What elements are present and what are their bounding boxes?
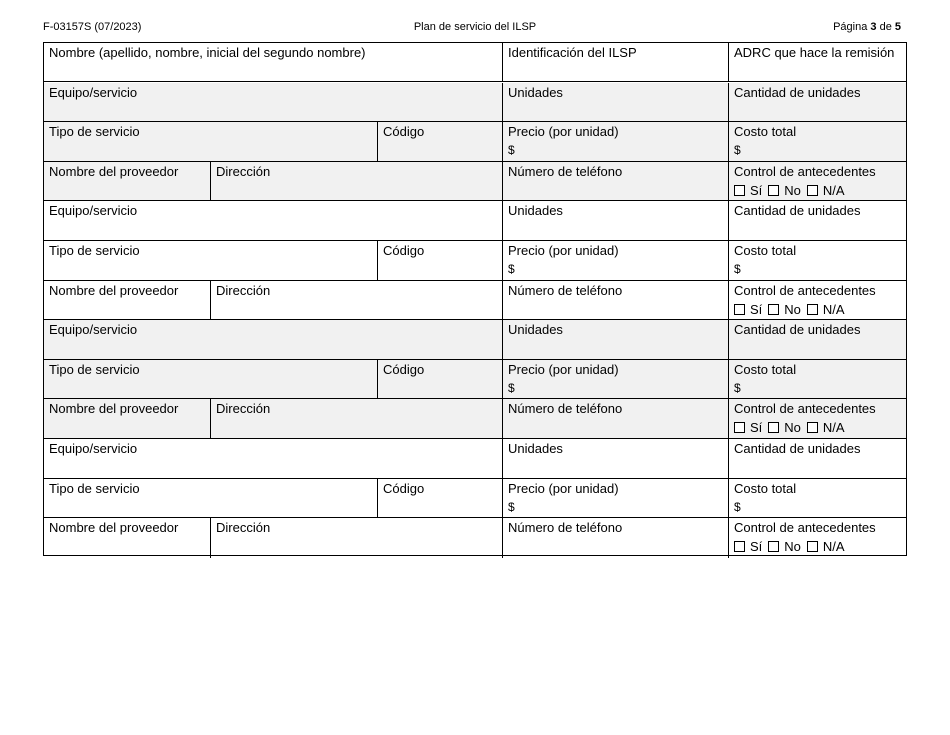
code-field[interactable] xyxy=(378,360,503,399)
referring-adrc-field[interactable] xyxy=(729,43,906,82)
units-field[interactable] xyxy=(503,83,729,122)
units-field[interactable] xyxy=(503,201,729,241)
total-cost-field[interactable] xyxy=(729,479,906,518)
total-cost-currency: $ xyxy=(734,500,741,514)
units-label: Unidades xyxy=(508,203,563,218)
unit-quantity-label: Cantidad de unidades xyxy=(734,203,861,218)
total-cost-field[interactable] xyxy=(729,122,906,162)
unit-price-label: Precio (por unidad) xyxy=(508,124,619,139)
unit-price-field[interactable] xyxy=(503,479,729,518)
code-label: Código xyxy=(383,481,425,496)
background-check-field xyxy=(729,399,906,439)
phone-label: Número de teléfono xyxy=(508,283,623,298)
background-check-no-checkbox[interactable] xyxy=(768,185,779,196)
unit-price-currency: $ xyxy=(508,500,515,514)
provider-name-field[interactable] xyxy=(44,399,211,439)
page-indicator xyxy=(833,21,901,33)
phone-label: Número de teléfono xyxy=(508,401,623,416)
provider-name-label: Nombre del proveedor xyxy=(49,283,179,298)
phone-field[interactable] xyxy=(503,399,729,439)
address-field[interactable] xyxy=(211,518,503,558)
equipment-service-field[interactable] xyxy=(44,439,503,479)
units-field[interactable] xyxy=(503,320,729,360)
service-plan-table xyxy=(43,42,907,556)
background-check-field xyxy=(729,162,906,201)
ilsp-id-field[interactable] xyxy=(503,43,729,82)
background-check-options xyxy=(734,420,901,435)
page-current: 3 xyxy=(870,21,877,33)
unit-quantity-field[interactable] xyxy=(729,439,906,479)
total-cost-field[interactable] xyxy=(729,360,906,399)
background-check-label: Control de antecedentes xyxy=(734,164,876,179)
page-total: 5 xyxy=(894,21,901,33)
phone-field[interactable] xyxy=(503,281,729,320)
phone-field[interactable] xyxy=(503,518,729,558)
equipment-service-label: Equipo/servicio xyxy=(49,85,138,100)
page-prefix: Página xyxy=(833,21,871,33)
total-cost-label: Costo total xyxy=(734,481,797,496)
page-of: de xyxy=(876,21,895,33)
address-field[interactable] xyxy=(211,399,503,439)
phone-label: Número de teléfono xyxy=(508,164,623,179)
unit-price-field[interactable] xyxy=(503,122,729,162)
background-check-no-label: No xyxy=(784,302,801,317)
equipment-service-label: Equipo/servicio xyxy=(49,203,138,218)
unit-price-label: Precio (por unidad) xyxy=(508,243,619,258)
units-label: Unidades xyxy=(508,441,563,456)
unit-price-field[interactable] xyxy=(503,241,729,281)
total-cost-currency: $ xyxy=(734,143,741,157)
total-cost-label: Costo total xyxy=(734,243,797,258)
provider-name-label: Nombre del proveedor xyxy=(49,401,179,416)
unit-price-field[interactable] xyxy=(503,360,729,399)
code-field[interactable] xyxy=(378,122,503,162)
unit-quantity-field[interactable] xyxy=(729,201,906,241)
unit-quantity-label: Cantidad de unidades xyxy=(734,85,861,100)
background-check-options xyxy=(734,183,901,198)
form-title: Plan de servicio del ILSP xyxy=(413,21,537,33)
service-type-label: Tipo de servicio xyxy=(49,243,140,258)
service-type-label: Tipo de servicio xyxy=(49,481,140,496)
address-field[interactable] xyxy=(211,281,503,320)
background-check-no-label: No xyxy=(784,183,801,198)
background-check-na-checkbox[interactable] xyxy=(807,541,818,552)
total-cost-label: Costo total xyxy=(734,124,797,139)
phone-label: Número de teléfono xyxy=(508,520,623,535)
provider-name-field[interactable] xyxy=(44,281,211,320)
equipment-service-field[interactable] xyxy=(44,320,503,360)
units-field[interactable] xyxy=(503,439,729,479)
address-label: Dirección xyxy=(216,164,271,179)
unit-price-currency: $ xyxy=(508,381,515,395)
phone-field[interactable] xyxy=(503,162,729,201)
participant-name-field[interactable] xyxy=(44,43,503,82)
referring-adrc-label: ADRC que hace la remisión xyxy=(734,45,895,60)
total-cost-label: Costo total xyxy=(734,362,797,377)
background-check-label: Control de antecedentes xyxy=(734,401,876,416)
background-check-field xyxy=(729,281,906,320)
total-cost-currency: $ xyxy=(734,381,741,395)
background-check-yes-label: Sí xyxy=(750,183,763,198)
address-label: Dirección xyxy=(216,401,271,416)
background-check-options xyxy=(734,302,901,317)
service-type-label: Tipo de servicio xyxy=(49,362,140,377)
ilsp-id-label: Identificación del ILSP xyxy=(508,45,637,60)
unit-quantity-label: Cantidad de unidades xyxy=(734,441,861,456)
unit-price-currency: $ xyxy=(508,262,515,276)
units-label: Unidades xyxy=(508,85,563,100)
background-check-options xyxy=(734,539,901,554)
units-label: Unidades xyxy=(508,322,563,337)
unit-price-label: Precio (por unidad) xyxy=(508,481,619,496)
background-check-yes-label: Sí xyxy=(750,420,763,435)
background-check-field xyxy=(729,518,906,558)
address-label: Dirección xyxy=(216,520,271,535)
background-check-no-label: No xyxy=(784,539,801,554)
equipment-service-field[interactable] xyxy=(44,201,503,241)
background-check-no-checkbox[interactable] xyxy=(768,541,779,552)
total-cost-currency: $ xyxy=(734,262,741,276)
code-label: Código xyxy=(383,124,425,139)
unit-price-currency: $ xyxy=(508,143,515,157)
background-check-label: Control de antecedentes xyxy=(734,283,876,298)
background-check-yes-checkbox[interactable] xyxy=(734,185,745,196)
background-check-yes-label: Sí xyxy=(750,539,763,554)
service-type-field[interactable] xyxy=(44,122,378,162)
service-type-field[interactable] xyxy=(44,479,378,518)
code-label: Código xyxy=(383,243,425,258)
background-check-yes-checkbox[interactable] xyxy=(734,422,745,433)
service-type-field[interactable] xyxy=(44,360,378,399)
provider-name-label: Nombre del proveedor xyxy=(49,520,179,535)
code-field[interactable] xyxy=(378,479,503,518)
background-check-na-checkbox[interactable] xyxy=(807,422,818,433)
unit-quantity-field[interactable] xyxy=(729,83,906,122)
service-type-label: Tipo de servicio xyxy=(49,124,140,139)
background-check-na-label: N/A xyxy=(822,302,845,317)
form-id: F-03157S (07/2023) xyxy=(43,21,142,33)
background-check-yes-checkbox[interactable] xyxy=(734,541,745,552)
provider-name-field[interactable] xyxy=(44,162,211,201)
unit-price-label: Precio (por unidad) xyxy=(508,362,619,377)
service-type-field[interactable] xyxy=(44,241,378,281)
address-field[interactable] xyxy=(211,162,503,201)
background-check-no-checkbox[interactable] xyxy=(768,304,779,315)
provider-name-field[interactable] xyxy=(44,518,211,558)
background-check-na-label: N/A xyxy=(822,183,845,198)
code-field[interactable] xyxy=(378,241,503,281)
unit-quantity-label: Cantidad de unidades xyxy=(734,322,861,337)
background-check-no-label: No xyxy=(784,420,801,435)
address-label: Dirección xyxy=(216,283,271,298)
equipment-service-label: Equipo/servicio xyxy=(49,441,138,456)
background-check-na-checkbox[interactable] xyxy=(807,185,818,196)
participant-name-label: Nombre (apellido, nombre, inicial del segundo nombre) xyxy=(49,45,366,60)
background-check-label: Control de antecedentes xyxy=(734,520,876,535)
background-check-na-label: N/A xyxy=(822,420,845,435)
background-check-na-label: N/A xyxy=(822,539,845,554)
background-check-yes-label: Sí xyxy=(750,302,763,317)
background-check-yes-checkbox[interactable] xyxy=(734,304,745,315)
total-cost-field[interactable] xyxy=(729,241,906,281)
code-label: Código xyxy=(383,362,425,377)
unit-quantity-field[interactable] xyxy=(729,320,906,360)
provider-name-label: Nombre del proveedor xyxy=(49,164,179,179)
equipment-service-field[interactable] xyxy=(44,83,503,122)
background-check-no-checkbox[interactable] xyxy=(768,422,779,433)
equipment-service-label: Equipo/servicio xyxy=(49,322,138,337)
background-check-na-checkbox[interactable] xyxy=(807,304,818,315)
